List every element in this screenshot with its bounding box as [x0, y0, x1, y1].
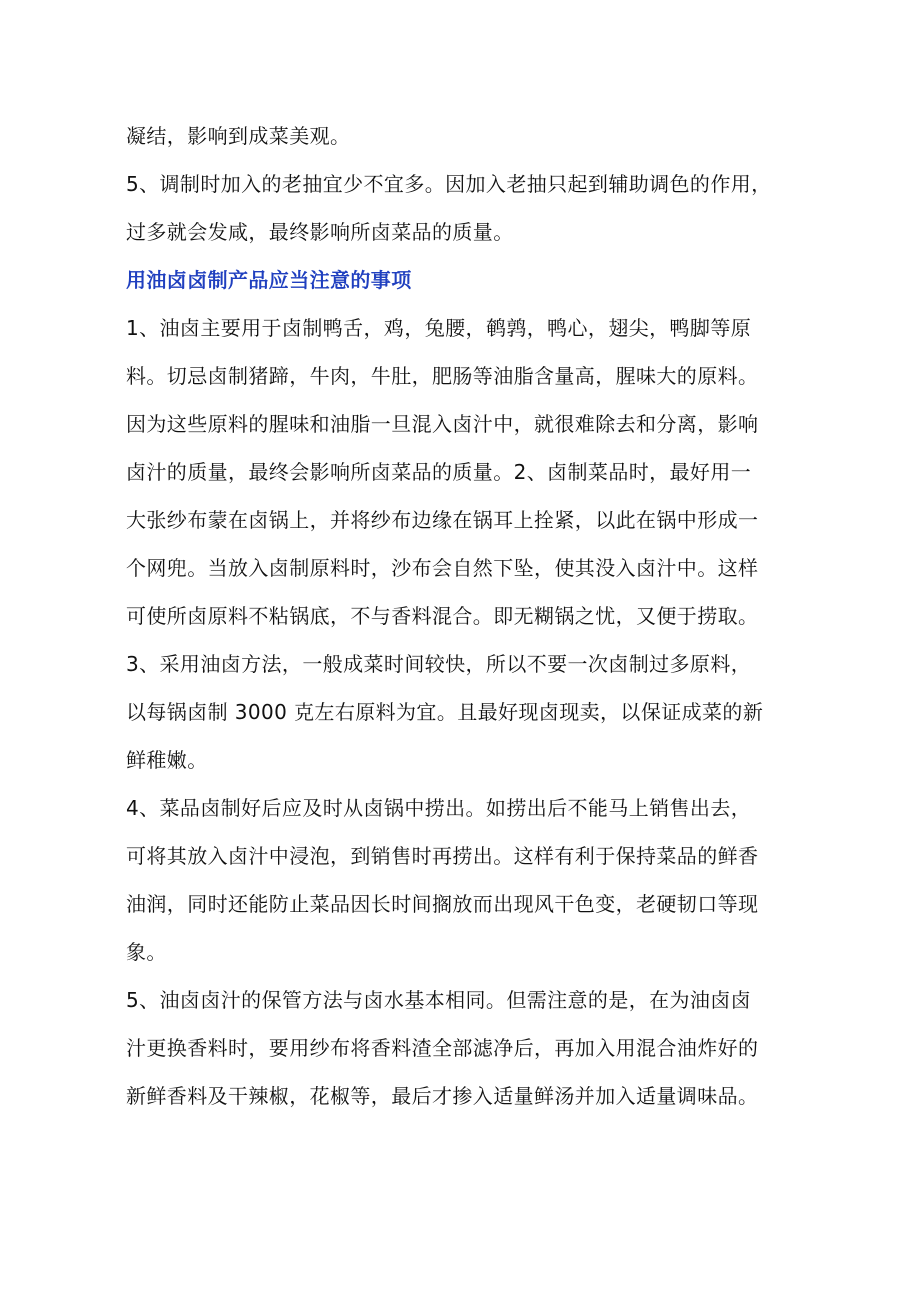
- text-line: 1、油卤主要用于卤制鸭舌，鸡，兔腰，鹌鹑，鸭心，翅尖，鸭脚等原: [126, 316, 752, 340]
- text-line: 卤汁的质量，最终会影响所卤菜品的质量。2、卤制菜品时，最好用一: [126, 460, 752, 484]
- text-line: 5、油卤卤汁的保管方法与卤水基本相同。但需注意的是，在为油卤卤: [126, 988, 752, 1012]
- text-line: 可使所卤原料不粘锅底，不与香料混合。即无糊锅之忧，又便于捞取。: [126, 604, 759, 628]
- text-line: 过多就会发咸，最终影响所卤菜品的质量。: [126, 220, 514, 244]
- text-line: 大张纱布蒙在卤锅上，并将纱布边缘在锅耳上拴紧，以此在锅中形成一: [126, 508, 759, 532]
- text-line: 可将其放入卤汁中浸泡，到销售时再捞出。这样有利于保持菜品的鲜香: [126, 844, 759, 868]
- text-line: 因为这些原料的腥味和油脂一旦混入卤汁中，就很难除去和分离，影响: [126, 412, 759, 436]
- text-line: 新鲜香料及干辣椒，花椒等，最后才掺入适量鲜汤并加入适量调味品。: [126, 1084, 759, 1108]
- text-line: 个网兜。当放入卤制原料时，沙布会自然下坠，使其没入卤汁中。这样: [126, 556, 759, 580]
- text-line: 料。切忌卤制猪蹄，牛肉，牛肚，肥肠等油脂含量高，腥味大的原料。: [126, 364, 759, 388]
- text-line: 鲜稚嫩。: [126, 748, 208, 772]
- text-line: 5、调制时加入的老抽宜少不宜多。因加入老抽只起到辅助调色的作用，: [126, 172, 772, 196]
- text-line: 4、菜品卤制好后应及时从卤锅中捞出。如捞出后不能马上销售出去，: [126, 796, 752, 820]
- text-line: 以每锅卤制 3000 克左右原料为宜。且最好现卤现卖，以保证成菜的新: [126, 700, 764, 724]
- text-line: 汁更换香料时，要用纱布将香料渣全部滤净后，再加入用混合油炸好的: [126, 1036, 759, 1060]
- text-line: 油润，同时还能防止菜品因长时间搁放而出现风干色变，老硬韧口等现: [126, 892, 759, 916]
- document-body: [126, 112, 806, 1120]
- text-line: 凝结，影响到成菜美观。: [126, 124, 351, 148]
- section-heading: 用油卤卤制产品应当注意的事项: [126, 268, 412, 292]
- text-line: 3、采用油卤方法，一般成菜时间较快，所以不要一次卤制过多原料，: [126, 652, 752, 676]
- text-line: 象。: [126, 940, 167, 964]
